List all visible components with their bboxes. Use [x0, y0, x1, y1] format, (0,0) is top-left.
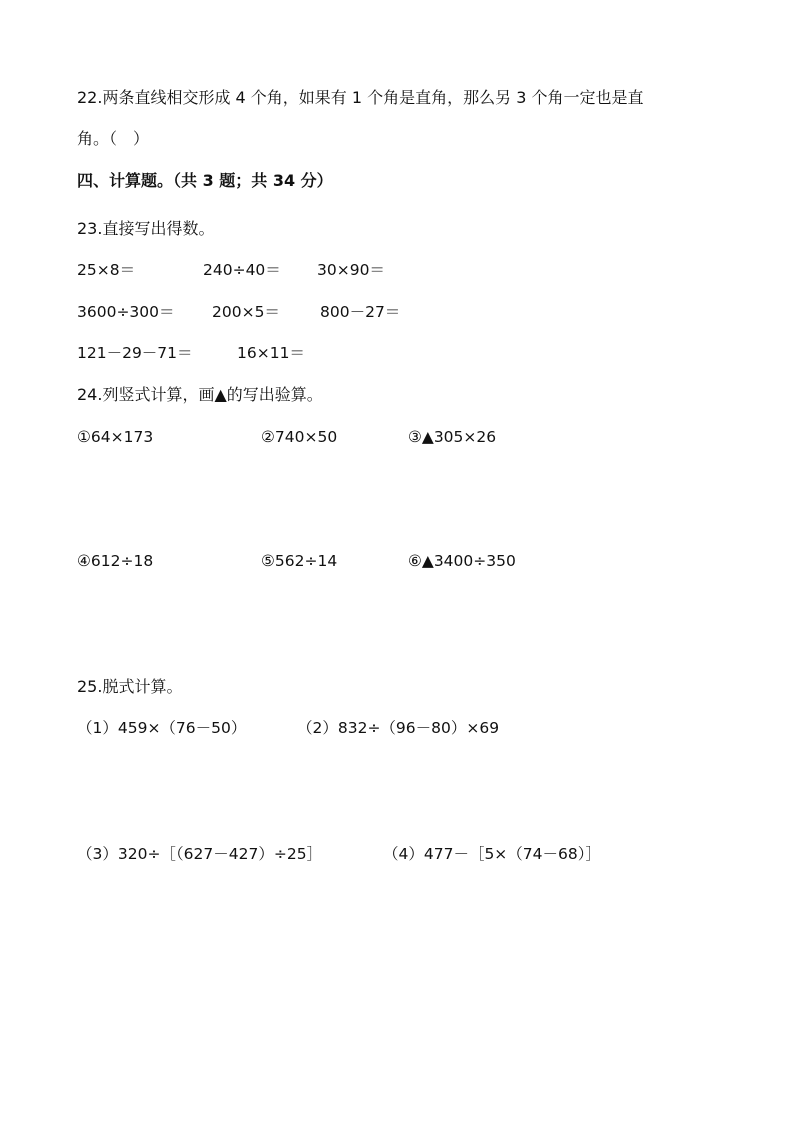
q24-item: ①64×173	[77, 428, 154, 446]
q23-item: 800－27＝	[320, 303, 401, 321]
q22-line1: 22.两条直线相交形成 4 个角，如果有 1 个角是直角，那么另 3 个角一定也是直	[77, 88, 644, 107]
q23-item: 240÷40＝	[203, 261, 281, 279]
q23-item: 16×11＝	[237, 344, 305, 362]
q23-item: 121－29－71＝	[77, 344, 193, 362]
q23-item: 3600÷300＝	[77, 303, 175, 321]
q24-item: ⑤562÷14	[261, 552, 338, 570]
q24-item: ⑥▲3400÷350	[408, 552, 516, 570]
q23-item: 30×90＝	[317, 261, 385, 279]
q24-title: 24.列竖式计算，画▲的写出验算。	[77, 385, 323, 404]
q25-item: （2）832÷（96－80）×69	[297, 719, 500, 737]
q23-item: 25×8＝	[77, 261, 136, 279]
q24-item: ②740×50	[261, 428, 338, 446]
q25-item: （1）459×（76－50）	[77, 719, 247, 737]
q25-title: 25.脱式计算。	[77, 677, 183, 696]
q25-item: （4）477－［5×（74－68）］	[383, 845, 601, 863]
q24-item: ④612÷18	[77, 552, 154, 570]
q23-title: 23.直接写出得数。	[77, 219, 215, 238]
q25-item: （3）320÷［（627－427）÷25］	[77, 845, 323, 863]
section-heading: 四、计算题。（共 3 题；共 34 分）	[77, 171, 333, 190]
q23-item: 200×5＝	[212, 303, 280, 321]
q22-line2: 角。（ ）	[77, 129, 150, 148]
q24-item: ③▲305×26	[408, 428, 497, 446]
